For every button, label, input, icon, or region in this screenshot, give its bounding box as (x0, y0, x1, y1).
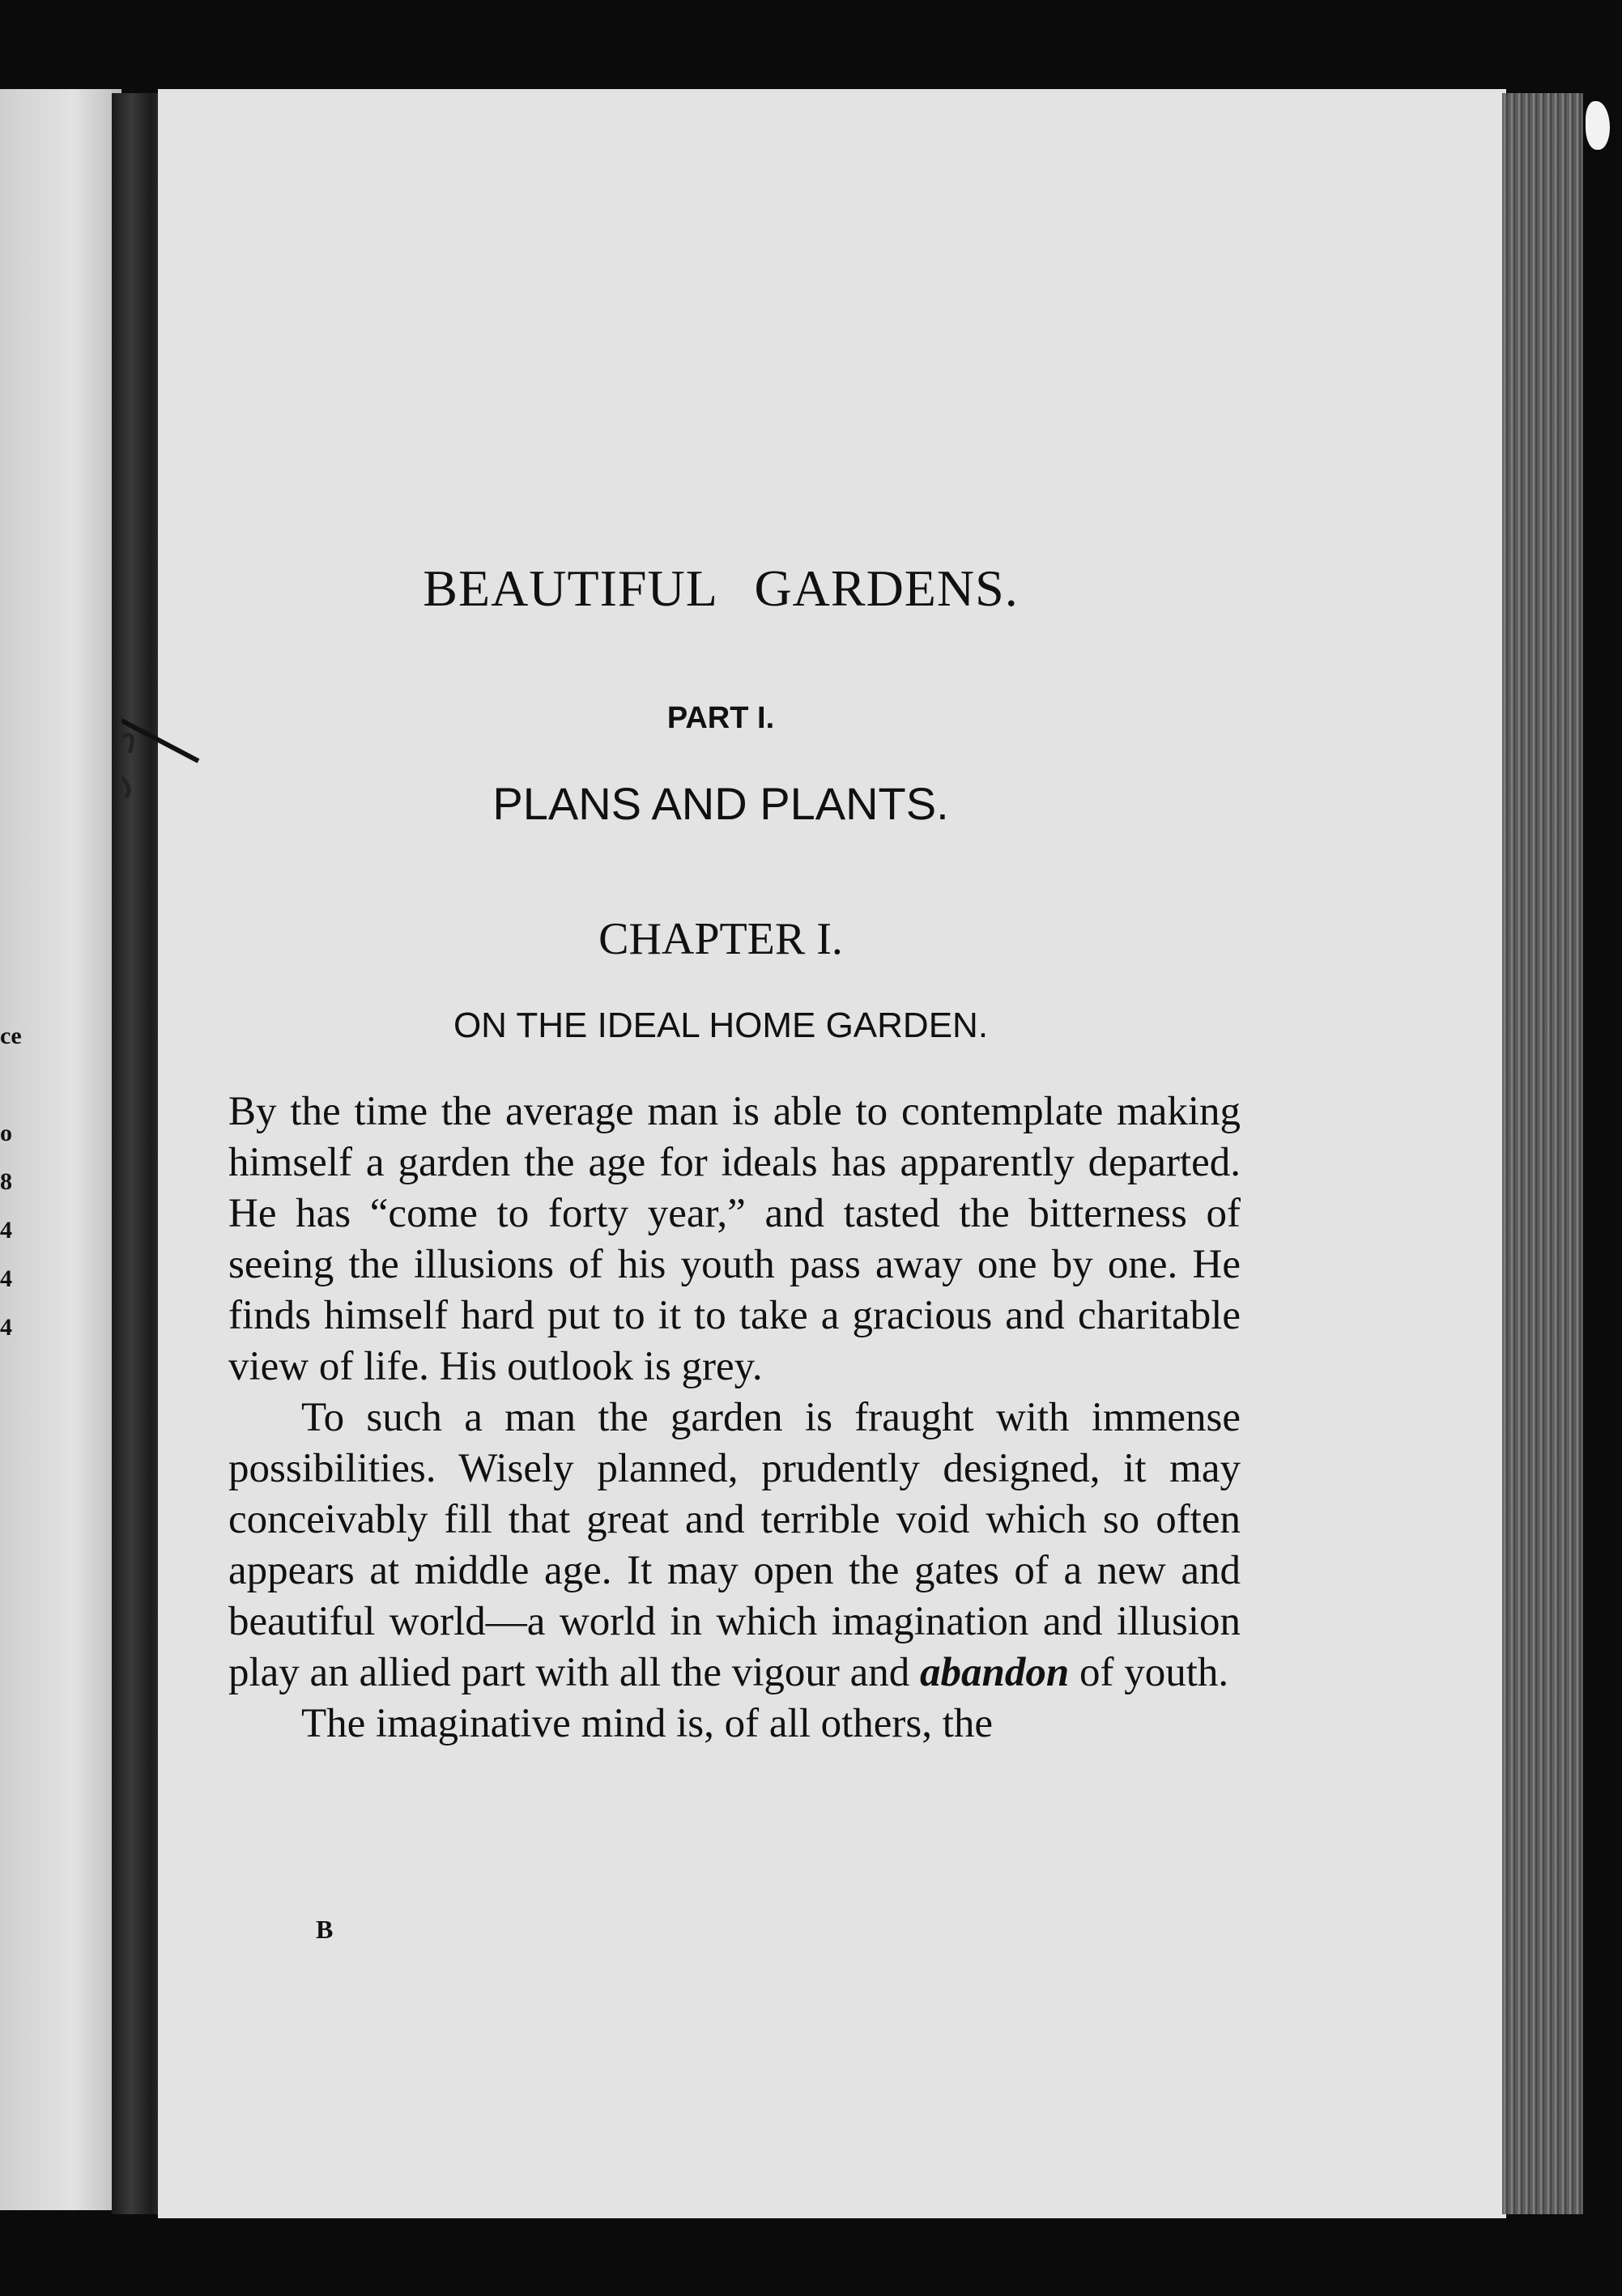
page-title: BEAUTIFUL GARDENS. (423, 559, 1019, 617)
paragraph-text: To such a man the garden is fraught with immense possibilities. Wisely planned, prudently designed, it may conceivably fill that great and terrible void which so often appears at middle age. It may open the gates of a new and beautiful world—a world in which imagination and illusion play an allied part with all the vigour and (228, 1395, 1241, 1695)
part-label: PART I. (666, 701, 775, 735)
left-fragment: 4 (0, 1217, 12, 1244)
paragraph (228, 1392, 1241, 1699)
paragraph: The imaginative mind is, of all others, the (301, 1701, 994, 1746)
left-fragment: o (0, 1120, 12, 1146)
chapter-heading: CHAPTER I. (598, 914, 843, 964)
left-fragment: 8 (0, 1168, 12, 1195)
left-page (0, 89, 121, 2210)
left-fragment: 4 (0, 1265, 12, 1292)
signature-mark: B (316, 1915, 334, 1944)
body-text (228, 1086, 1241, 1750)
paragraph-text: of youth. (1069, 1650, 1229, 1695)
paragraph: By the time the average man is able to contemplate making himself a garden the age for ideals has apparently departed. He has “come to forty year,” and tasted the bitterness of seeing the illusions of his youth pass away one by one. He finds himself hard put to it to take a gracious and charitable view of life. His outlook is grey. (228, 1089, 1241, 1389)
chapter-title: ON THE IDEAL HOME GARDEN. (453, 1006, 989, 1045)
corner-blot (1586, 101, 1610, 150)
emphasis-text: abandon (920, 1650, 1070, 1695)
page-edge (1502, 93, 1583, 2214)
left-fragment: 4 (0, 1314, 12, 1341)
left-page-fragments (0, 1012, 32, 1352)
left-fragment: ce (0, 1023, 22, 1049)
book-spine (112, 93, 160, 2214)
part-title: PLANS AND PLANTS. (492, 778, 949, 829)
